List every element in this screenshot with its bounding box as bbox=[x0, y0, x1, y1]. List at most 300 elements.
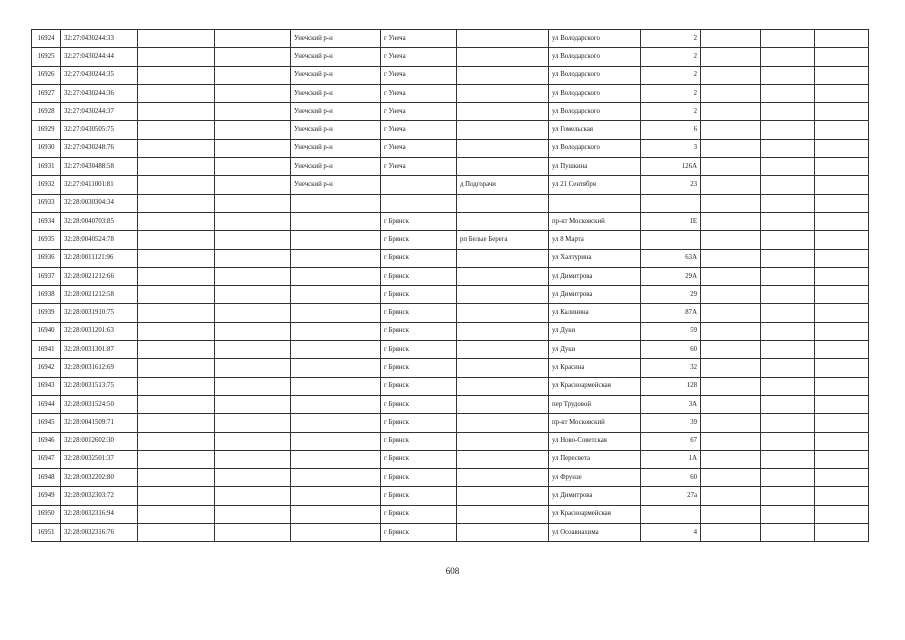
table-cell bbox=[701, 359, 761, 377]
table-cell bbox=[761, 286, 815, 304]
table-cell: 3 bbox=[641, 139, 701, 157]
table-row bbox=[32, 103, 869, 121]
table-cell: 87А bbox=[641, 304, 701, 322]
table-cell bbox=[457, 505, 549, 523]
table-cell: 32:28:0031301:87 bbox=[61, 341, 138, 359]
table-cell bbox=[701, 249, 761, 267]
table-row bbox=[32, 505, 869, 523]
table-row bbox=[32, 414, 869, 432]
table-cell bbox=[138, 377, 215, 395]
table-cell bbox=[291, 450, 381, 468]
table-cell bbox=[138, 450, 215, 468]
table-cell: Унечский р-н bbox=[291, 121, 381, 139]
table-cell: 32:28:0031513:75 bbox=[61, 377, 138, 395]
table-cell: 16931 bbox=[32, 158, 61, 176]
table-cell bbox=[457, 341, 549, 359]
table-cell bbox=[291, 359, 381, 377]
table-cell bbox=[701, 524, 761, 542]
table-cell: 16935 bbox=[32, 231, 61, 249]
table-cell: Унечский р-н bbox=[291, 176, 381, 194]
table-cell bbox=[215, 48, 291, 66]
table-cell bbox=[291, 212, 381, 230]
table-cell bbox=[761, 341, 815, 359]
table-cell bbox=[138, 212, 215, 230]
table-cell bbox=[761, 304, 815, 322]
table-cell bbox=[815, 249, 869, 267]
table-cell: 32:28:0030304:34 bbox=[61, 194, 138, 212]
table-cell: ул Ново-Советская bbox=[549, 432, 641, 450]
table-row bbox=[32, 139, 869, 157]
table-cell: 16933 bbox=[32, 194, 61, 212]
table-cell: 16925 bbox=[32, 48, 61, 66]
table-row bbox=[32, 84, 869, 102]
table-cell bbox=[457, 158, 549, 176]
table-cell bbox=[457, 194, 549, 212]
table-cell bbox=[815, 194, 869, 212]
table-cell bbox=[291, 194, 381, 212]
table-cell: 16938 bbox=[32, 286, 61, 304]
table-cell: 16943 bbox=[32, 377, 61, 395]
table-cell bbox=[138, 267, 215, 285]
table-cell bbox=[815, 139, 869, 157]
table-cell bbox=[815, 469, 869, 487]
table-cell bbox=[138, 176, 215, 194]
table-cell: ул Димитрова bbox=[549, 487, 641, 505]
table-cell: ул Володарского bbox=[549, 66, 641, 84]
table-cell: ул Осоавиахима bbox=[549, 524, 641, 542]
table-cell: г Брянск bbox=[381, 524, 457, 542]
table-row bbox=[32, 194, 869, 212]
table-cell bbox=[457, 377, 549, 395]
table-cell: 126А bbox=[641, 158, 701, 176]
table-row bbox=[32, 48, 869, 66]
table-cell bbox=[761, 414, 815, 432]
table-cell: г Брянск bbox=[381, 487, 457, 505]
table-cell: 16929 bbox=[32, 121, 61, 139]
table-cell: 32:28:0031201:63 bbox=[61, 322, 138, 340]
table-cell: 32:27:0430244:44 bbox=[61, 48, 138, 66]
table-cell bbox=[815, 231, 869, 249]
table-cell: г Брянск bbox=[381, 322, 457, 340]
table-cell: г Брянск bbox=[381, 267, 457, 285]
registry-table bbox=[31, 29, 869, 542]
table-cell: ул Красина bbox=[549, 359, 641, 377]
table-cell bbox=[291, 414, 381, 432]
table-cell bbox=[381, 194, 457, 212]
table-cell bbox=[701, 322, 761, 340]
table-cell: ул Дуки bbox=[549, 341, 641, 359]
table-cell bbox=[457, 84, 549, 102]
table-row bbox=[32, 377, 869, 395]
table-cell bbox=[138, 322, 215, 340]
table-cell bbox=[138, 304, 215, 322]
table-cell bbox=[215, 267, 291, 285]
table-cell bbox=[815, 377, 869, 395]
table-row bbox=[32, 322, 869, 340]
table-cell: ул 21 Сентября bbox=[549, 176, 641, 194]
table-cell bbox=[761, 487, 815, 505]
table-cell: 16936 bbox=[32, 249, 61, 267]
table-cell: 16945 bbox=[32, 414, 61, 432]
table-cell: Унечский р-н bbox=[291, 48, 381, 66]
table-cell: 2 bbox=[641, 103, 701, 121]
table-cell: рп Белые Берега bbox=[457, 231, 549, 249]
table-body bbox=[32, 30, 869, 542]
table-cell bbox=[457, 139, 549, 157]
table-cell: 32:28:0032202:80 bbox=[61, 469, 138, 487]
table-row bbox=[32, 176, 869, 194]
table-cell: 16928 bbox=[32, 103, 61, 121]
table-cell bbox=[815, 395, 869, 413]
table-cell bbox=[457, 103, 549, 121]
table-cell: ул Володарского bbox=[549, 103, 641, 121]
table-cell bbox=[215, 231, 291, 249]
table-cell: Унечский р-н bbox=[291, 139, 381, 157]
table-cell: 32:28:0031524:50 bbox=[61, 395, 138, 413]
table-cell bbox=[761, 48, 815, 66]
table-cell bbox=[701, 304, 761, 322]
table-cell: г Брянск bbox=[381, 469, 457, 487]
table-cell: 32:28:0032303:72 bbox=[61, 487, 138, 505]
table-cell: 32:27:0430244:33 bbox=[61, 30, 138, 48]
table-cell: 59 bbox=[641, 322, 701, 340]
table-cell bbox=[761, 84, 815, 102]
table-cell bbox=[701, 121, 761, 139]
table-cell: г Брянск bbox=[381, 377, 457, 395]
table-cell: 32:28:0021212:58 bbox=[61, 286, 138, 304]
table-cell bbox=[701, 139, 761, 157]
table-row bbox=[32, 249, 869, 267]
table-cell bbox=[761, 450, 815, 468]
table-cell: 16937 bbox=[32, 267, 61, 285]
table-cell bbox=[701, 286, 761, 304]
table-cell: 128 bbox=[641, 377, 701, 395]
table-cell bbox=[138, 414, 215, 432]
table-cell: Унечский р-н bbox=[291, 103, 381, 121]
table-cell bbox=[701, 395, 761, 413]
table-cell bbox=[291, 487, 381, 505]
table-cell bbox=[701, 84, 761, 102]
table-cell: 32:28:0011121:96 bbox=[61, 249, 138, 267]
table-cell: г Брянск bbox=[381, 212, 457, 230]
table-cell bbox=[815, 66, 869, 84]
table-cell: г Брянск bbox=[381, 231, 457, 249]
table-cell: 32:28:0041509:71 bbox=[61, 414, 138, 432]
table-cell bbox=[457, 304, 549, 322]
table-cell: 2 bbox=[641, 84, 701, 102]
table-cell bbox=[215, 121, 291, 139]
table-cell: 32:27:0411001:81 bbox=[61, 176, 138, 194]
table-cell bbox=[457, 286, 549, 304]
table-cell bbox=[815, 322, 869, 340]
table-cell bbox=[291, 304, 381, 322]
table-cell: г Брянск bbox=[381, 286, 457, 304]
table-cell bbox=[761, 231, 815, 249]
table-cell bbox=[215, 469, 291, 487]
table-cell bbox=[761, 359, 815, 377]
table-cell: Унечский р-н bbox=[291, 84, 381, 102]
table-cell bbox=[457, 487, 549, 505]
table-cell bbox=[701, 377, 761, 395]
table-cell bbox=[701, 505, 761, 523]
table-cell bbox=[457, 432, 549, 450]
table-cell: ул Володарского bbox=[549, 139, 641, 157]
table-cell: г Брянск bbox=[381, 359, 457, 377]
table-cell: 1Е bbox=[641, 212, 701, 230]
table-cell: 2 bbox=[641, 66, 701, 84]
table-cell bbox=[457, 414, 549, 432]
table-cell: 2 bbox=[641, 30, 701, 48]
table-cell: г Унеча bbox=[381, 66, 457, 84]
table-cell bbox=[457, 524, 549, 542]
table-cell bbox=[138, 505, 215, 523]
table-cell bbox=[215, 103, 291, 121]
table-cell bbox=[215, 505, 291, 523]
table-cell: г Брянск bbox=[381, 341, 457, 359]
table-cell: 3А bbox=[641, 395, 701, 413]
table-cell: 16947 bbox=[32, 450, 61, 468]
table-cell bbox=[815, 341, 869, 359]
table-cell: Унечский р-н bbox=[291, 30, 381, 48]
table-cell bbox=[815, 267, 869, 285]
table-cell: 27а bbox=[641, 487, 701, 505]
table-cell bbox=[815, 48, 869, 66]
table-cell bbox=[215, 66, 291, 84]
table-row bbox=[32, 267, 869, 285]
table-cell bbox=[215, 304, 291, 322]
table-cell: 16932 bbox=[32, 176, 61, 194]
table-cell bbox=[291, 505, 381, 523]
table-cell bbox=[457, 267, 549, 285]
table-cell bbox=[138, 30, 215, 48]
table-cell bbox=[815, 450, 869, 468]
table-cell bbox=[641, 505, 701, 523]
table-cell: 16944 bbox=[32, 395, 61, 413]
table-cell: 32:28:0032316:94 bbox=[61, 505, 138, 523]
table-cell: 16942 bbox=[32, 359, 61, 377]
table-cell bbox=[761, 30, 815, 48]
table-cell bbox=[138, 194, 215, 212]
table-cell bbox=[215, 286, 291, 304]
table-cell bbox=[815, 359, 869, 377]
table-cell: г Брянск bbox=[381, 505, 457, 523]
table-cell bbox=[761, 469, 815, 487]
table-cell bbox=[215, 524, 291, 542]
table-cell bbox=[761, 377, 815, 395]
table-cell: г Унеча bbox=[381, 158, 457, 176]
table-cell bbox=[815, 286, 869, 304]
table-cell: ул Красноармейская bbox=[549, 505, 641, 523]
table-cell bbox=[761, 121, 815, 139]
table-cell bbox=[138, 249, 215, 267]
table-cell: 32:27:0430488:58 bbox=[61, 158, 138, 176]
table-cell bbox=[138, 286, 215, 304]
table-cell: г Брянск bbox=[381, 414, 457, 432]
table-cell bbox=[215, 377, 291, 395]
table-cell: Унечский р-н bbox=[291, 66, 381, 84]
table-cell bbox=[215, 432, 291, 450]
table-cell bbox=[761, 66, 815, 84]
table-cell: ул Володарского bbox=[549, 30, 641, 48]
table-cell bbox=[815, 212, 869, 230]
table-cell bbox=[815, 505, 869, 523]
table-cell: 32:28:0040703:85 bbox=[61, 212, 138, 230]
table-cell: г Брянск bbox=[381, 450, 457, 468]
table-cell bbox=[641, 231, 701, 249]
table-cell: 16950 bbox=[32, 505, 61, 523]
table-cell: ул Володарского bbox=[549, 48, 641, 66]
table-row bbox=[32, 286, 869, 304]
table-cell bbox=[291, 267, 381, 285]
table-cell bbox=[761, 176, 815, 194]
table-cell: г Унеча bbox=[381, 30, 457, 48]
table-cell bbox=[138, 48, 215, 66]
table-row bbox=[32, 30, 869, 48]
table-cell: 32:27:0430505:75 bbox=[61, 121, 138, 139]
table-cell bbox=[381, 176, 457, 194]
table-cell: 16940 bbox=[32, 322, 61, 340]
table-cell: ул Калинина bbox=[549, 304, 641, 322]
table-cell bbox=[215, 414, 291, 432]
table-cell bbox=[701, 194, 761, 212]
table-cell: 32:27:0430244:37 bbox=[61, 103, 138, 121]
table-cell: пр-кт Московский bbox=[549, 212, 641, 230]
table-cell bbox=[761, 103, 815, 121]
table-cell bbox=[138, 432, 215, 450]
table-cell bbox=[701, 341, 761, 359]
table-cell bbox=[701, 66, 761, 84]
table-cell bbox=[457, 469, 549, 487]
table-cell bbox=[138, 341, 215, 359]
table-cell bbox=[701, 103, 761, 121]
table-cell: г Брянск bbox=[381, 249, 457, 267]
table-cell bbox=[701, 432, 761, 450]
table-cell bbox=[457, 66, 549, 84]
table-cell: 16948 bbox=[32, 469, 61, 487]
table-cell bbox=[815, 524, 869, 542]
table-row bbox=[32, 121, 869, 139]
table-row bbox=[32, 432, 869, 450]
table-cell bbox=[457, 450, 549, 468]
table-cell bbox=[138, 158, 215, 176]
table-cell: ул Фрунзе bbox=[549, 469, 641, 487]
table-cell: 2 bbox=[641, 48, 701, 66]
table-cell bbox=[291, 395, 381, 413]
table-cell bbox=[815, 432, 869, 450]
table-cell: 16951 bbox=[32, 524, 61, 542]
table-cell: ул Гомельская bbox=[549, 121, 641, 139]
table-row bbox=[32, 231, 869, 249]
table-cell bbox=[701, 176, 761, 194]
table-cell: 6 bbox=[641, 121, 701, 139]
table-cell: ул Димитрова bbox=[549, 286, 641, 304]
table-cell: ул Володарского bbox=[549, 84, 641, 102]
table-cell: ул Димитрова bbox=[549, 267, 641, 285]
table-cell bbox=[761, 505, 815, 523]
table-cell bbox=[215, 30, 291, 48]
table-cell bbox=[291, 469, 381, 487]
table-cell: 63А bbox=[641, 249, 701, 267]
table-cell bbox=[215, 322, 291, 340]
table-cell: 23 bbox=[641, 176, 701, 194]
table-cell: Унечский р-н bbox=[291, 158, 381, 176]
table-cell bbox=[291, 231, 381, 249]
table-cell: ул 8 Марта bbox=[549, 231, 641, 249]
table-cell bbox=[815, 158, 869, 176]
table-cell bbox=[457, 359, 549, 377]
table-cell: 16949 bbox=[32, 487, 61, 505]
table-cell: ул Дуки bbox=[549, 322, 641, 340]
table-cell bbox=[815, 487, 869, 505]
table-row bbox=[32, 304, 869, 322]
table-row bbox=[32, 66, 869, 84]
table-cell: 4 bbox=[641, 524, 701, 542]
table-cell: 32:28:0031910:75 bbox=[61, 304, 138, 322]
table-cell bbox=[215, 395, 291, 413]
table-cell bbox=[138, 139, 215, 157]
table-cell: 32:28:0031612:69 bbox=[61, 359, 138, 377]
table-cell: ул Пересвета bbox=[549, 450, 641, 468]
table-cell bbox=[641, 194, 701, 212]
table-cell bbox=[138, 121, 215, 139]
table-cell: 29А bbox=[641, 267, 701, 285]
table-cell: 16924 bbox=[32, 30, 61, 48]
table-cell bbox=[815, 30, 869, 48]
table-cell bbox=[701, 487, 761, 505]
table-cell bbox=[761, 322, 815, 340]
table-cell bbox=[701, 267, 761, 285]
table-cell: пер Трудовой bbox=[549, 395, 641, 413]
table-cell bbox=[701, 212, 761, 230]
table-cell bbox=[215, 158, 291, 176]
table-cell bbox=[457, 48, 549, 66]
table-cell bbox=[457, 322, 549, 340]
table-cell bbox=[138, 84, 215, 102]
table-cell bbox=[761, 267, 815, 285]
table-cell bbox=[701, 469, 761, 487]
table-cell bbox=[215, 84, 291, 102]
table-cell: 16934 bbox=[32, 212, 61, 230]
table-cell bbox=[701, 48, 761, 66]
table-cell bbox=[291, 524, 381, 542]
table-cell bbox=[457, 395, 549, 413]
table-cell bbox=[291, 249, 381, 267]
table-cell: 16930 bbox=[32, 139, 61, 157]
table-cell: 29 bbox=[641, 286, 701, 304]
table-cell bbox=[138, 103, 215, 121]
table-cell bbox=[815, 103, 869, 121]
table-cell bbox=[215, 359, 291, 377]
table-cell bbox=[215, 487, 291, 505]
table-cell bbox=[138, 524, 215, 542]
table-row bbox=[32, 359, 869, 377]
table-cell bbox=[138, 487, 215, 505]
table-cell bbox=[701, 450, 761, 468]
table-cell bbox=[138, 469, 215, 487]
table-cell bbox=[701, 158, 761, 176]
table-cell: 16946 bbox=[32, 432, 61, 450]
table-cell: 32:28:0040524:78 bbox=[61, 231, 138, 249]
table-cell bbox=[215, 139, 291, 157]
table-cell bbox=[701, 414, 761, 432]
table-cell: д Подгорачи bbox=[457, 176, 549, 194]
table-row bbox=[32, 487, 869, 505]
table-cell: 32:28:0012602:30 bbox=[61, 432, 138, 450]
table-cell bbox=[291, 322, 381, 340]
table-cell: 16941 bbox=[32, 341, 61, 359]
table-cell bbox=[815, 176, 869, 194]
table-cell: 16927 bbox=[32, 84, 61, 102]
